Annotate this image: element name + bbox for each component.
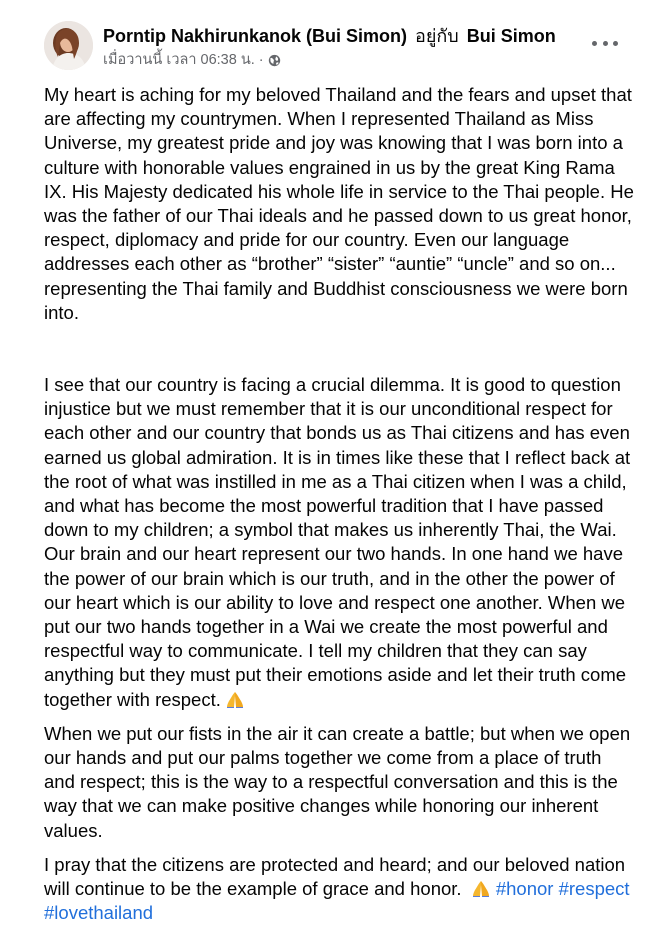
author-avatar[interactable] bbox=[44, 21, 93, 70]
folded-hands-icon bbox=[225, 690, 245, 708]
more-horizontal-icon bbox=[613, 41, 618, 46]
post-paragraph bbox=[44, 853, 636, 926]
tagged-user-link[interactable]: Bui Simon bbox=[466, 26, 556, 46]
paragraph-text: I pray that the citizens are protected and heard; and our beloved nation will continue to be the example of grace and honor. bbox=[44, 853, 626, 900]
hashtag-link[interactable]: #respect bbox=[558, 878, 630, 900]
post-meta bbox=[103, 51, 281, 69]
author-name-link[interactable]: Porntip Nakhirunkanok (Bui Simon) bbox=[103, 26, 408, 46]
paragraph-text: I see that our country is facing a crucial dilemma. It is good to question injustice but we must remember that it is our unconditional respect for each other and our country that bonds us as Thai citizens and has even earned us global admiration. It is in times like these that I reflect back at the root of what was instilled in me as a Thai citizen when I was a child, and what has become the most powerful tradition that I have passed down to my children; a symbol that makes us inherently Thai, the Wai. Our brain and our heart represent our two hands. In one hand we have the power of our brain which is our truth, and in the other the power of our heart which is our ability to love and respect one another. When we put our two hands together in a Wai we create the most powerful and respectful way to communicate. I tell my children that they can say anything but they must put their emotions aside and let their truth come together with respect. bbox=[44, 374, 631, 710]
post-paragraph bbox=[44, 373, 636, 712]
hashtag-link[interactable]: #honor bbox=[495, 878, 554, 900]
post-paragraph: When we put our fists in the air it can create a battle; but when we open our hands and put our palms together we come from a place of truth and respect; this is the way to a respectful conversation and this is the way that we can make positive changes while honoring our inherent values. bbox=[44, 722, 631, 841]
meta-separator: · bbox=[258, 52, 264, 68]
hashtag-link[interactable]: #lovethailand bbox=[44, 902, 154, 924]
more-horizontal-icon bbox=[603, 41, 608, 46]
author-line bbox=[103, 25, 556, 47]
post-timestamp[interactable]: เมื่อวานนี้ เวลา 06:38 น. bbox=[103, 52, 255, 68]
post-paragraph: My heart is aching for my beloved Thailand and the fears and upset that are affecting my countrymen. When I represented Thailand as Miss Universe, my greatest pride and joy was knowing that I was born into a culture with honorable values engrained in us by the great King Rama IX. His Majesty dedicated his whole life in service to the Thai people. He was the father of our Thai ideals and he passed down to us great honor, respect, diplomacy and pride for our country. Even our language addresses each other as “brother” “sister” “auntie” “uncle” and so on... representing the Thai family and Buddhist consciousness we were born into. bbox=[44, 84, 634, 323]
post-body bbox=[44, 83, 636, 926]
folded-hands-icon bbox=[471, 879, 491, 897]
more-options-button[interactable] bbox=[592, 34, 618, 52]
avatar-image bbox=[44, 21, 93, 70]
more-horizontal-icon bbox=[592, 41, 597, 46]
with-label: อยู่กับ bbox=[415, 26, 459, 46]
globe-icon[interactable] bbox=[268, 54, 281, 67]
post-header bbox=[44, 20, 634, 72]
